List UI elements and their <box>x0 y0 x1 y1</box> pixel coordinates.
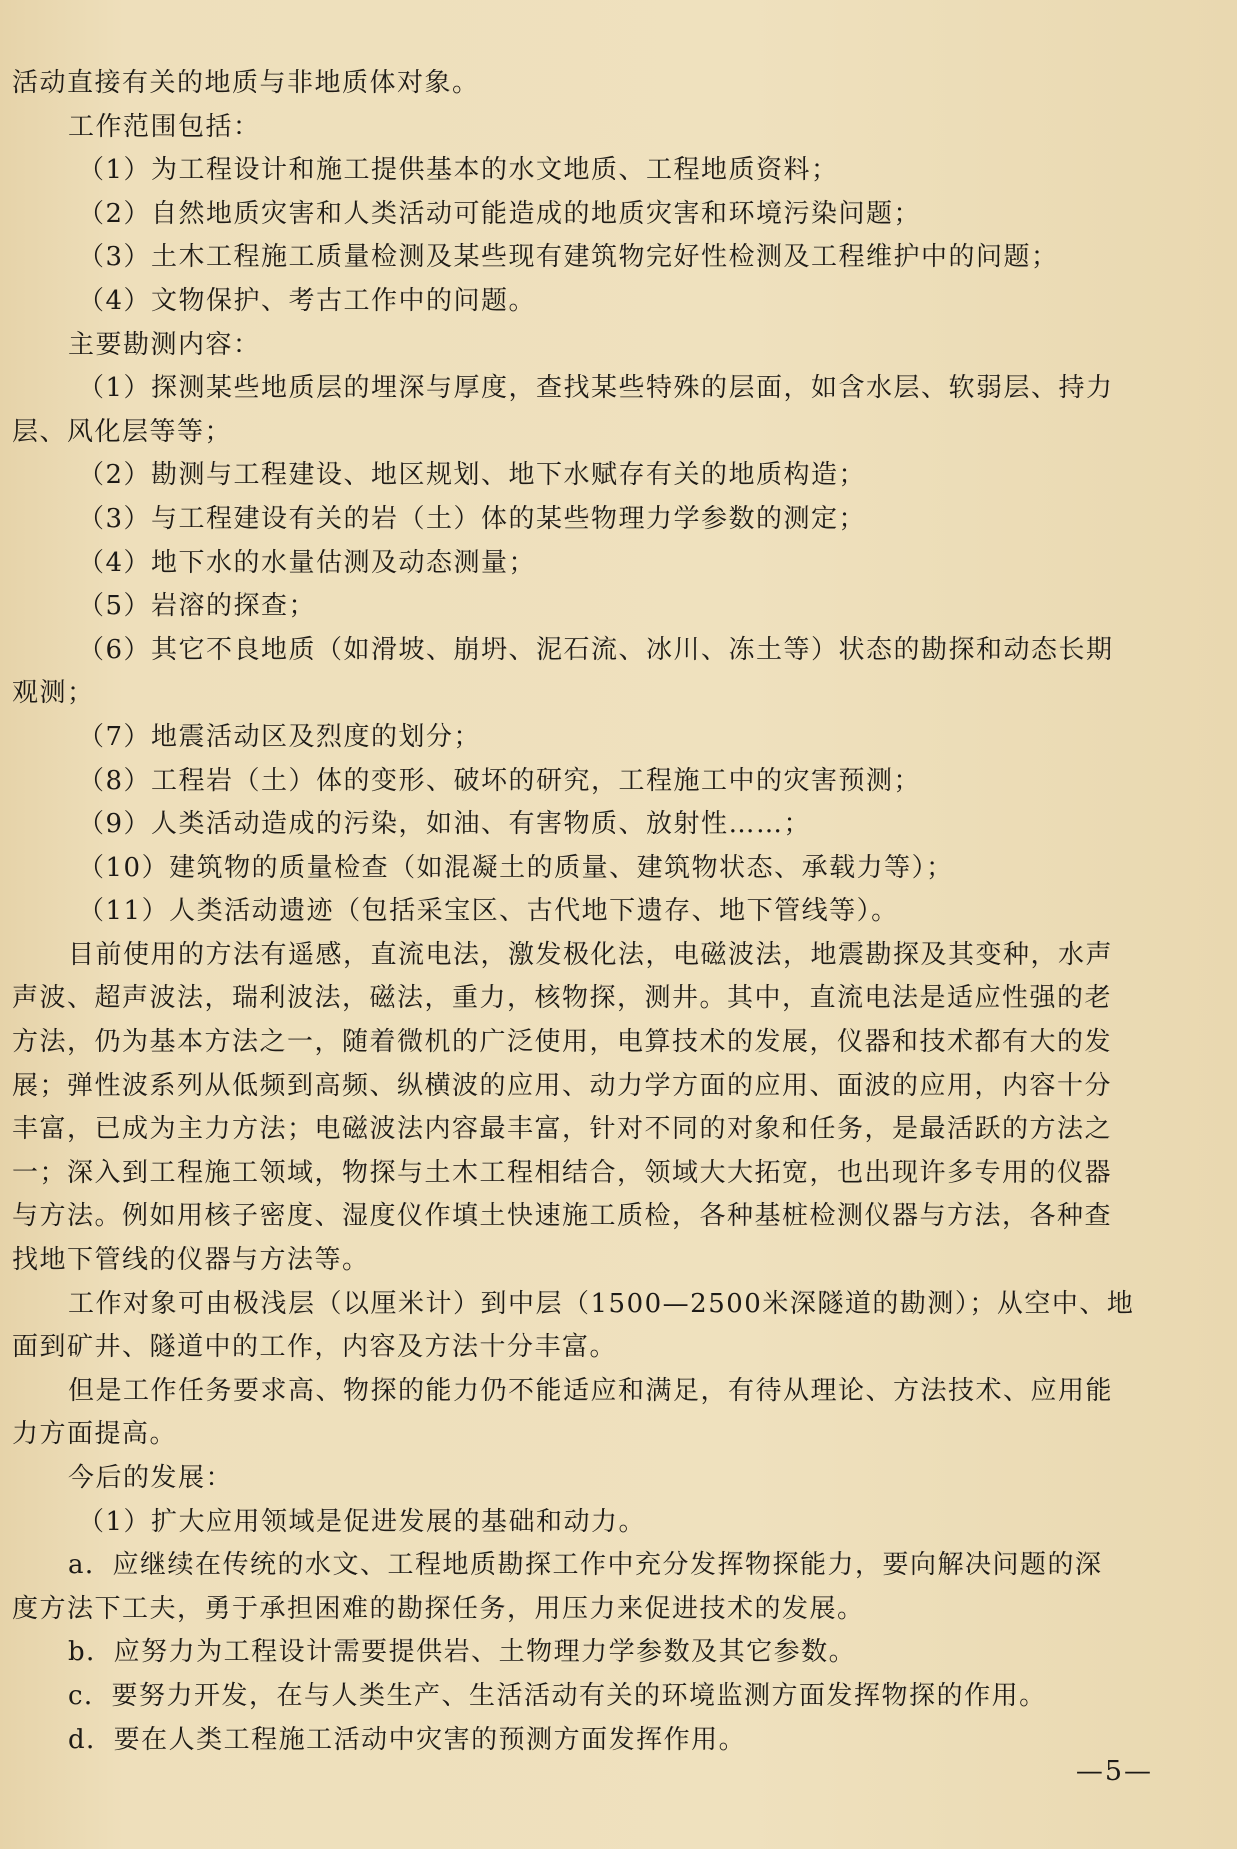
text-line: c．要努力开发，在与人类生产、生活活动有关的环境监测方面发挥物探的作用。 <box>68 1680 1047 1711</box>
text-line: （1）扩大应用领域是促进发展的基础和动力。 <box>78 1506 647 1537</box>
text-line: 工作范围包括： <box>68 111 261 142</box>
text-line: （5）岩溶的探查； <box>78 591 317 622</box>
text-line: 方法，仍为基本方法之一，随着微机的广泛使用，电算技术的发展，仪器和技术都有大的发 <box>12 1027 1113 1058</box>
text-line: d．要在人类工程施工活动中灾害的预测方面发挥作用。 <box>68 1724 747 1755</box>
text-line: 力方面提高。 <box>12 1419 178 1450</box>
text-line: （10）建筑物的质量检查（如混凝土的质量、建筑物状态、承载力等）； <box>78 852 954 883</box>
text-line: 声波、超声波法，瑞利波法，磁法，重力，核物探，测井。其中，直流电法是适应性强的老 <box>12 983 1113 1014</box>
text-line: 展；弹性波系列从低频到高频、纵横波的应用、动力学方面的应用、面波的应用，内容十分 <box>12 1070 1113 1101</box>
text-line: （11）人类活动遗迹（包括采宝区、古代地下遗存、地下管线等）。 <box>78 896 899 927</box>
text-line: （1）为工程设计和施工提供基本的水文地质、工程地质资料； <box>78 155 839 186</box>
text-line: 丰富，已成为主力方法；电磁波法内容最丰富，针对不同的对象和任务，是最活跃的方法之 <box>12 1114 1113 1145</box>
text-line: （1）探测某些地质层的埋深与厚度，查找某些特殊的层面，如含水层、软弱层、持力 <box>78 373 1114 404</box>
text-line: （2）自然地质灾害和人类活动可能造成的地质灾害和环境污染问题； <box>78 198 922 229</box>
text-line: （9）人类活动造成的污染，如油、有害物质、放射性……； <box>78 809 812 840</box>
text-line: 但是工作任务要求高、物探的能力仍不能适应和满足，有待从理论、方法技术、应用能 <box>68 1375 1114 1406</box>
body-text <box>12 62 1177 1762</box>
text-line: （4）地下水的水量估测及动态测量； <box>78 547 537 578</box>
text-line: （2）勘测与工程建设、地区规划、地下水赋存有关的地质构造； <box>78 460 867 491</box>
text-line: 面到矿井、隧道中的工作，内容及方法十分丰富。 <box>12 1332 618 1363</box>
text-line: （6）其它不良地质（如滑坡、崩坍、泥石流、冰川、冻土等）状态的勘探和动态长期 <box>78 634 1114 665</box>
text-line: 今后的发展： <box>68 1463 234 1493</box>
text-line: （3）土木工程施工质量检测及某些现有建筑物完好性检测及工程维护中的问题； <box>78 242 1059 273</box>
text-line: 层、风化层等等； <box>12 416 233 447</box>
page-number: —5— <box>1075 1756 1153 1787</box>
text-line: 一；深入到工程施工领域，物探与土木工程相结合，领域大大拓宽，也出现许多专用的仪器 <box>12 1157 1113 1188</box>
text-line: 与方法。例如用核子密度、湿度仪作填土快速施工质检，各种基桩检测仪器与方法，各种查 <box>12 1201 1113 1232</box>
text-line: 目前使用的方法有遥感，直流电法，激发极化法，电磁波法，地震勘探及其变种，水声 <box>68 939 1114 970</box>
text-line: 工作对象可由极浅层（以厘米计）到中层（1500—2500米深隧道的勘测）；从空中、地 <box>68 1288 1135 1319</box>
text-line: 主要勘测内容： <box>68 329 261 360</box>
text-line: （8）工程岩（土）体的变形、破坏的研究，工程施工中的灾害预测； <box>78 765 922 796</box>
text-line: （3）与工程建设有关的岩（土）体的某些物理力学参数的测定； <box>78 503 867 534</box>
text-line: 找地下管线的仪器与方法等。 <box>12 1245 370 1276</box>
text-line: 活动直接有关的地质与非地质体对象。 <box>12 68 480 98</box>
text-line: （7）地震活动区及烈度的划分； <box>78 721 482 752</box>
text-line: （4）文物保护、考古工作中的问题。 <box>78 285 537 316</box>
text-line: 观测； <box>12 678 95 709</box>
text-line: b．应努力为工程设计需要提供岩、土物理力学参数及其它参数。 <box>68 1637 857 1668</box>
text-line: a．应继续在传统的水文、工程地质勘探工作中充分发挥物探能力，要向解决问题的深 <box>68 1550 1103 1581</box>
text-line: 度方法下工夫，勇于承担困难的勘探任务，用压力来促进技术的发展。 <box>12 1593 865 1624</box>
